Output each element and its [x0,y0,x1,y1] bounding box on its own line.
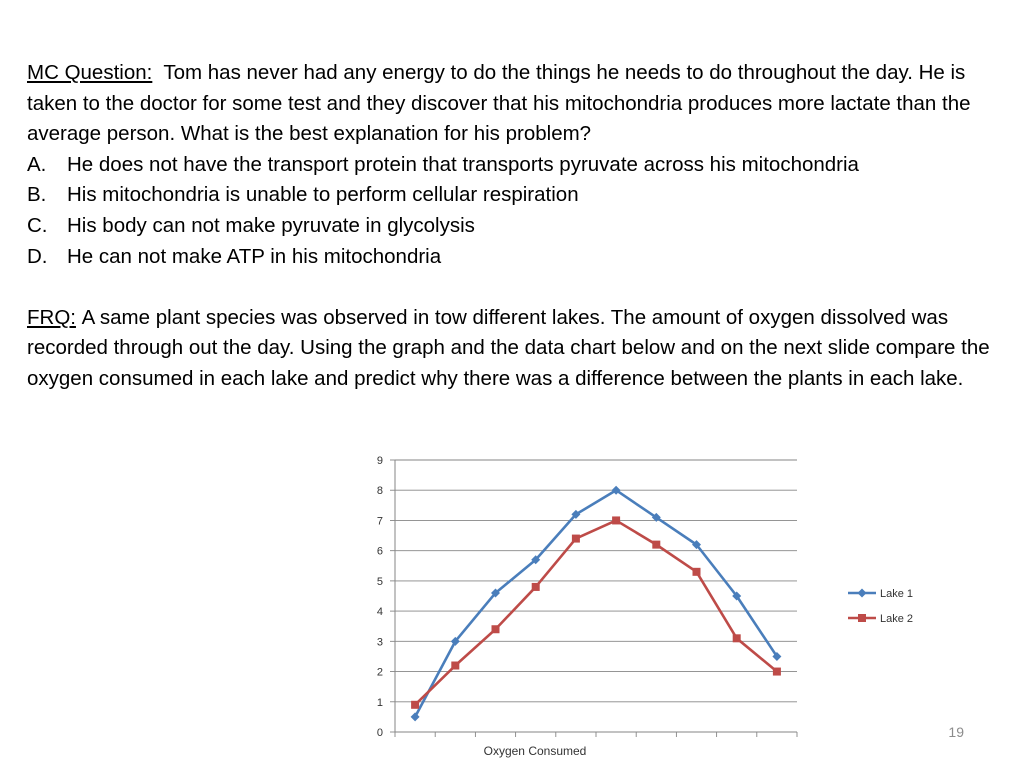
legend-label: Lake 1 [880,588,914,600]
y-tick-label: 7 [376,515,383,528]
x-axis-label: Oxygen Consumed [483,744,587,758]
mc-option-letter: B. [27,183,47,207]
data-point [492,625,500,633]
mc-option-text: He does not have the transport protein that transports pyruvate across his mitochondria [67,152,859,176]
frq-label: FRQ: [27,305,76,329]
y-tick-label: 3 [376,636,383,649]
mc-option-letter: D. [27,244,48,268]
y-tick-label: 9 [376,455,383,467]
series-lake-1 [411,486,782,722]
y-tick-label: 1 [376,696,383,709]
data-point [652,541,660,549]
mc-option-b [27,180,1007,211]
mc-option-a [27,150,1007,181]
mc-option-text: He can not make ATP in his mitochondria [67,244,442,268]
mc-option-letter: C. [27,213,48,237]
legend-item-lake-1 [848,588,913,600]
y-tick-label: 8 [376,485,383,498]
y-tick-label: 0 [376,727,383,739]
line-chart [340,448,980,764]
data-point [532,583,540,591]
mc-question [27,58,1007,150]
y-tick-label: 6 [376,545,383,558]
slide-text [27,58,1007,395]
mc-option-text: His mitochondria is unable to perform cellular respiration [67,183,579,207]
legend-marker [858,614,866,622]
legend [848,588,913,625]
y-tick-label: 4 [376,606,383,619]
frq-text: A same plant species was observed in tow different lakes. The amount of oxygen dissolved was recorded through out the day. Using the graph and the data chart below and on the next slide compare the oxygen consumed in each lake and predict why there was a difference between the plants in each lake. [27,305,990,390]
data-point [773,668,781,676]
series-lake-2 [411,516,781,708]
slide-number: 19 [948,724,964,740]
data-point [572,535,580,543]
series-line [415,490,777,717]
mc-option-c [27,211,1007,242]
data-point [733,634,741,642]
paragraph-spacer [27,272,1007,303]
data-point [411,712,420,721]
legend-item-lake-2 [848,613,913,625]
frq-question [27,303,1007,395]
mc-question-label: MC Question: [27,61,153,84]
y-tick-labels [377,455,383,739]
data-point [411,701,419,709]
series-line [415,520,777,704]
mc-option-text: His body can not make pyruvate in glycolysis [67,213,475,237]
y-tick-label: 2 [376,666,383,679]
legend-marker [858,589,867,598]
mc-option-letter: A. [27,152,47,176]
legend-label: Lake 2 [880,613,914,625]
mc-option-d [27,242,1007,273]
series [411,486,782,722]
data-point [693,568,701,576]
y-tick-label: 5 [376,575,383,588]
mc-question-text: Tom has never had any energy to do the things he needs to do throughout the day. He is taken to the doctor for some test and they discover that his mitochondria produces more lactate than the average person. What is the best explanation for his problem? [27,61,971,146]
data-point [451,662,459,670]
data-point [612,516,620,524]
